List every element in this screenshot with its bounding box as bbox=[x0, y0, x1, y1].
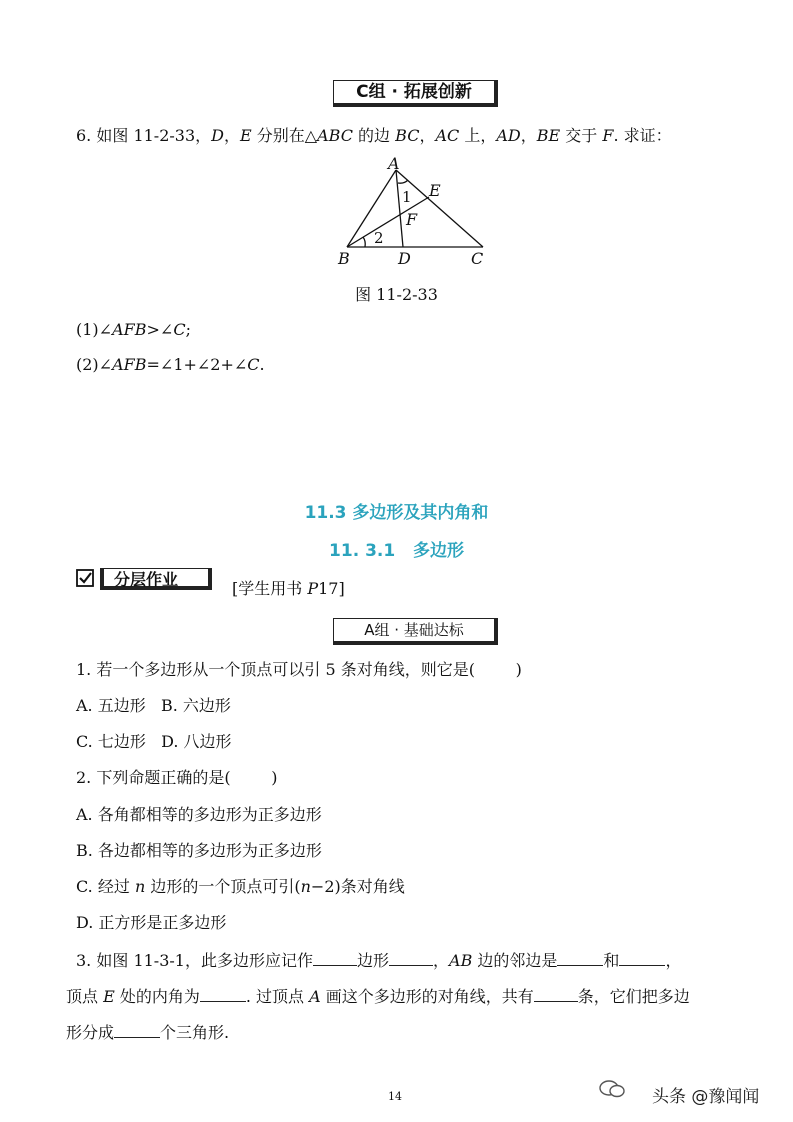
homework-badge: 分层作业 bbox=[100, 568, 212, 590]
text: ， bbox=[224, 126, 241, 145]
page-number: 14 bbox=[388, 1090, 402, 1103]
text: 的边 bbox=[352, 126, 396, 145]
var: BE bbox=[536, 126, 561, 145]
text: . 求证： bbox=[613, 126, 672, 145]
question-3-line-2 bbox=[66, 987, 690, 1007]
item-number: (1) bbox=[76, 320, 99, 339]
text: ∠ bbox=[159, 320, 174, 339]
text: −2)条对角线 bbox=[310, 877, 405, 896]
angle-arc-1 bbox=[398, 180, 408, 183]
textbook-reference bbox=[232, 576, 345, 599]
watermark: 头条 @豫闻闻 bbox=[652, 1087, 760, 1107]
text: C. 经过 bbox=[76, 877, 135, 896]
proof-item-2 bbox=[76, 355, 265, 375]
question-2-stem: 2. 下列命题正确的是( ) bbox=[76, 768, 278, 787]
speech-bubble-icon bbox=[598, 1078, 626, 1100]
text: 3. 如图 11-3-1，此多边形应记作 bbox=[76, 951, 313, 970]
text: ， bbox=[433, 951, 450, 970]
var: E bbox=[103, 987, 115, 1006]
answer-blank[interactable] bbox=[557, 951, 603, 966]
answer-blank[interactable] bbox=[200, 987, 246, 1002]
var: AFB bbox=[112, 320, 147, 339]
label-angle-1: 1 bbox=[402, 188, 412, 206]
label-f: F bbox=[406, 210, 418, 229]
question-1-options-ab: A. 五边形 B. 六边形 bbox=[76, 696, 231, 715]
text: 如图 11-2-33， bbox=[96, 126, 212, 145]
section-title: 11.3 多边形及其内角和 bbox=[304, 503, 489, 523]
var: AB bbox=[449, 951, 473, 970]
var: F bbox=[602, 126, 614, 145]
text: 边形 bbox=[356, 951, 389, 970]
var: AFB bbox=[112, 355, 147, 374]
var: A bbox=[309, 987, 321, 1006]
text: 个三角形. bbox=[160, 1023, 230, 1042]
var: C bbox=[247, 355, 260, 374]
answer-blank[interactable] bbox=[114, 1023, 160, 1038]
question-2-option-d: D. 正方形是正多边形 bbox=[76, 913, 227, 932]
text: 分别在△ bbox=[251, 126, 318, 145]
question-2-option-c bbox=[76, 877, 405, 897]
text: 交于 bbox=[560, 126, 603, 145]
text: ; bbox=[185, 320, 191, 339]
text: > bbox=[146, 320, 160, 339]
question-3-line-3 bbox=[66, 1023, 229, 1043]
text: 上， bbox=[459, 126, 497, 145]
var: n bbox=[300, 877, 311, 896]
var: C bbox=[173, 320, 186, 339]
checkbox-icon bbox=[76, 569, 94, 587]
section-badge-c: C组 · 拓展创新 bbox=[333, 80, 498, 107]
text: 处的内角为 bbox=[114, 987, 200, 1006]
answer-blank[interactable] bbox=[389, 951, 433, 966]
text: 边形的一个顶点可引( bbox=[145, 877, 301, 896]
answer-blank[interactable] bbox=[619, 951, 665, 966]
answer-blank[interactable] bbox=[534, 987, 578, 1002]
label-b: B bbox=[338, 249, 350, 268]
section-badge-a: A组 · 基础达标 bbox=[333, 618, 498, 645]
var: AC bbox=[435, 126, 460, 145]
triangle-figure bbox=[320, 150, 510, 275]
text: ∠ bbox=[98, 355, 113, 374]
question-2-option-a: A. 各角都相等的多边形为正多边形 bbox=[76, 805, 322, 824]
label-e: E bbox=[429, 181, 441, 200]
text: 条，它们把多边 bbox=[577, 987, 690, 1006]
segment-ad bbox=[396, 170, 403, 247]
label-angle-2: 2 bbox=[374, 229, 384, 247]
var: AD bbox=[496, 126, 521, 145]
question-6-stem bbox=[76, 126, 672, 146]
var: n bbox=[134, 877, 146, 896]
text: . bbox=[259, 355, 265, 374]
label-c: C bbox=[471, 249, 484, 268]
answer-blank[interactable] bbox=[313, 951, 357, 966]
text: 边的邻边是 bbox=[472, 951, 558, 970]
angle-arc-2 bbox=[363, 237, 365, 247]
question-3-line-1 bbox=[76, 951, 681, 971]
text: 和 bbox=[603, 951, 620, 970]
proof-item-1 bbox=[76, 320, 191, 340]
text: [学生用书 bbox=[232, 579, 308, 598]
text: ， bbox=[419, 126, 436, 145]
var: E bbox=[240, 126, 252, 145]
var: ABC bbox=[317, 126, 353, 145]
text: 17] bbox=[318, 579, 345, 598]
text: 顶点 bbox=[66, 987, 104, 1006]
var: P bbox=[307, 579, 319, 598]
side-ab bbox=[347, 170, 396, 247]
text: =∠1+∠2+∠ bbox=[146, 355, 248, 374]
question-1-stem: 1. 若一个多边形从一个顶点可以引 5 条对角线，则它是( ) bbox=[76, 660, 522, 679]
text: ， bbox=[665, 951, 682, 970]
var: D bbox=[211, 126, 224, 145]
subsection-title: 11. 3.1 多边形 bbox=[329, 541, 464, 561]
question-number: 6. bbox=[76, 126, 92, 145]
text: . 过顶点 bbox=[245, 987, 310, 1006]
label-d: D bbox=[398, 249, 411, 268]
question-1-options-cd: C. 七边形 D. 八边形 bbox=[76, 732, 232, 751]
figure-caption: 图 11-2-33 bbox=[355, 285, 438, 304]
label-a: A bbox=[388, 154, 400, 173]
text: ∠ bbox=[98, 320, 113, 339]
text: ， bbox=[520, 126, 537, 145]
item-number: (2) bbox=[76, 355, 99, 374]
question-2-option-b: B. 各边都相等的多边形为正多边形 bbox=[76, 841, 322, 860]
var: BC bbox=[395, 126, 420, 145]
text: 形分成 bbox=[66, 1023, 115, 1042]
text: 画这个多边形的对角线，共有 bbox=[320, 987, 534, 1006]
